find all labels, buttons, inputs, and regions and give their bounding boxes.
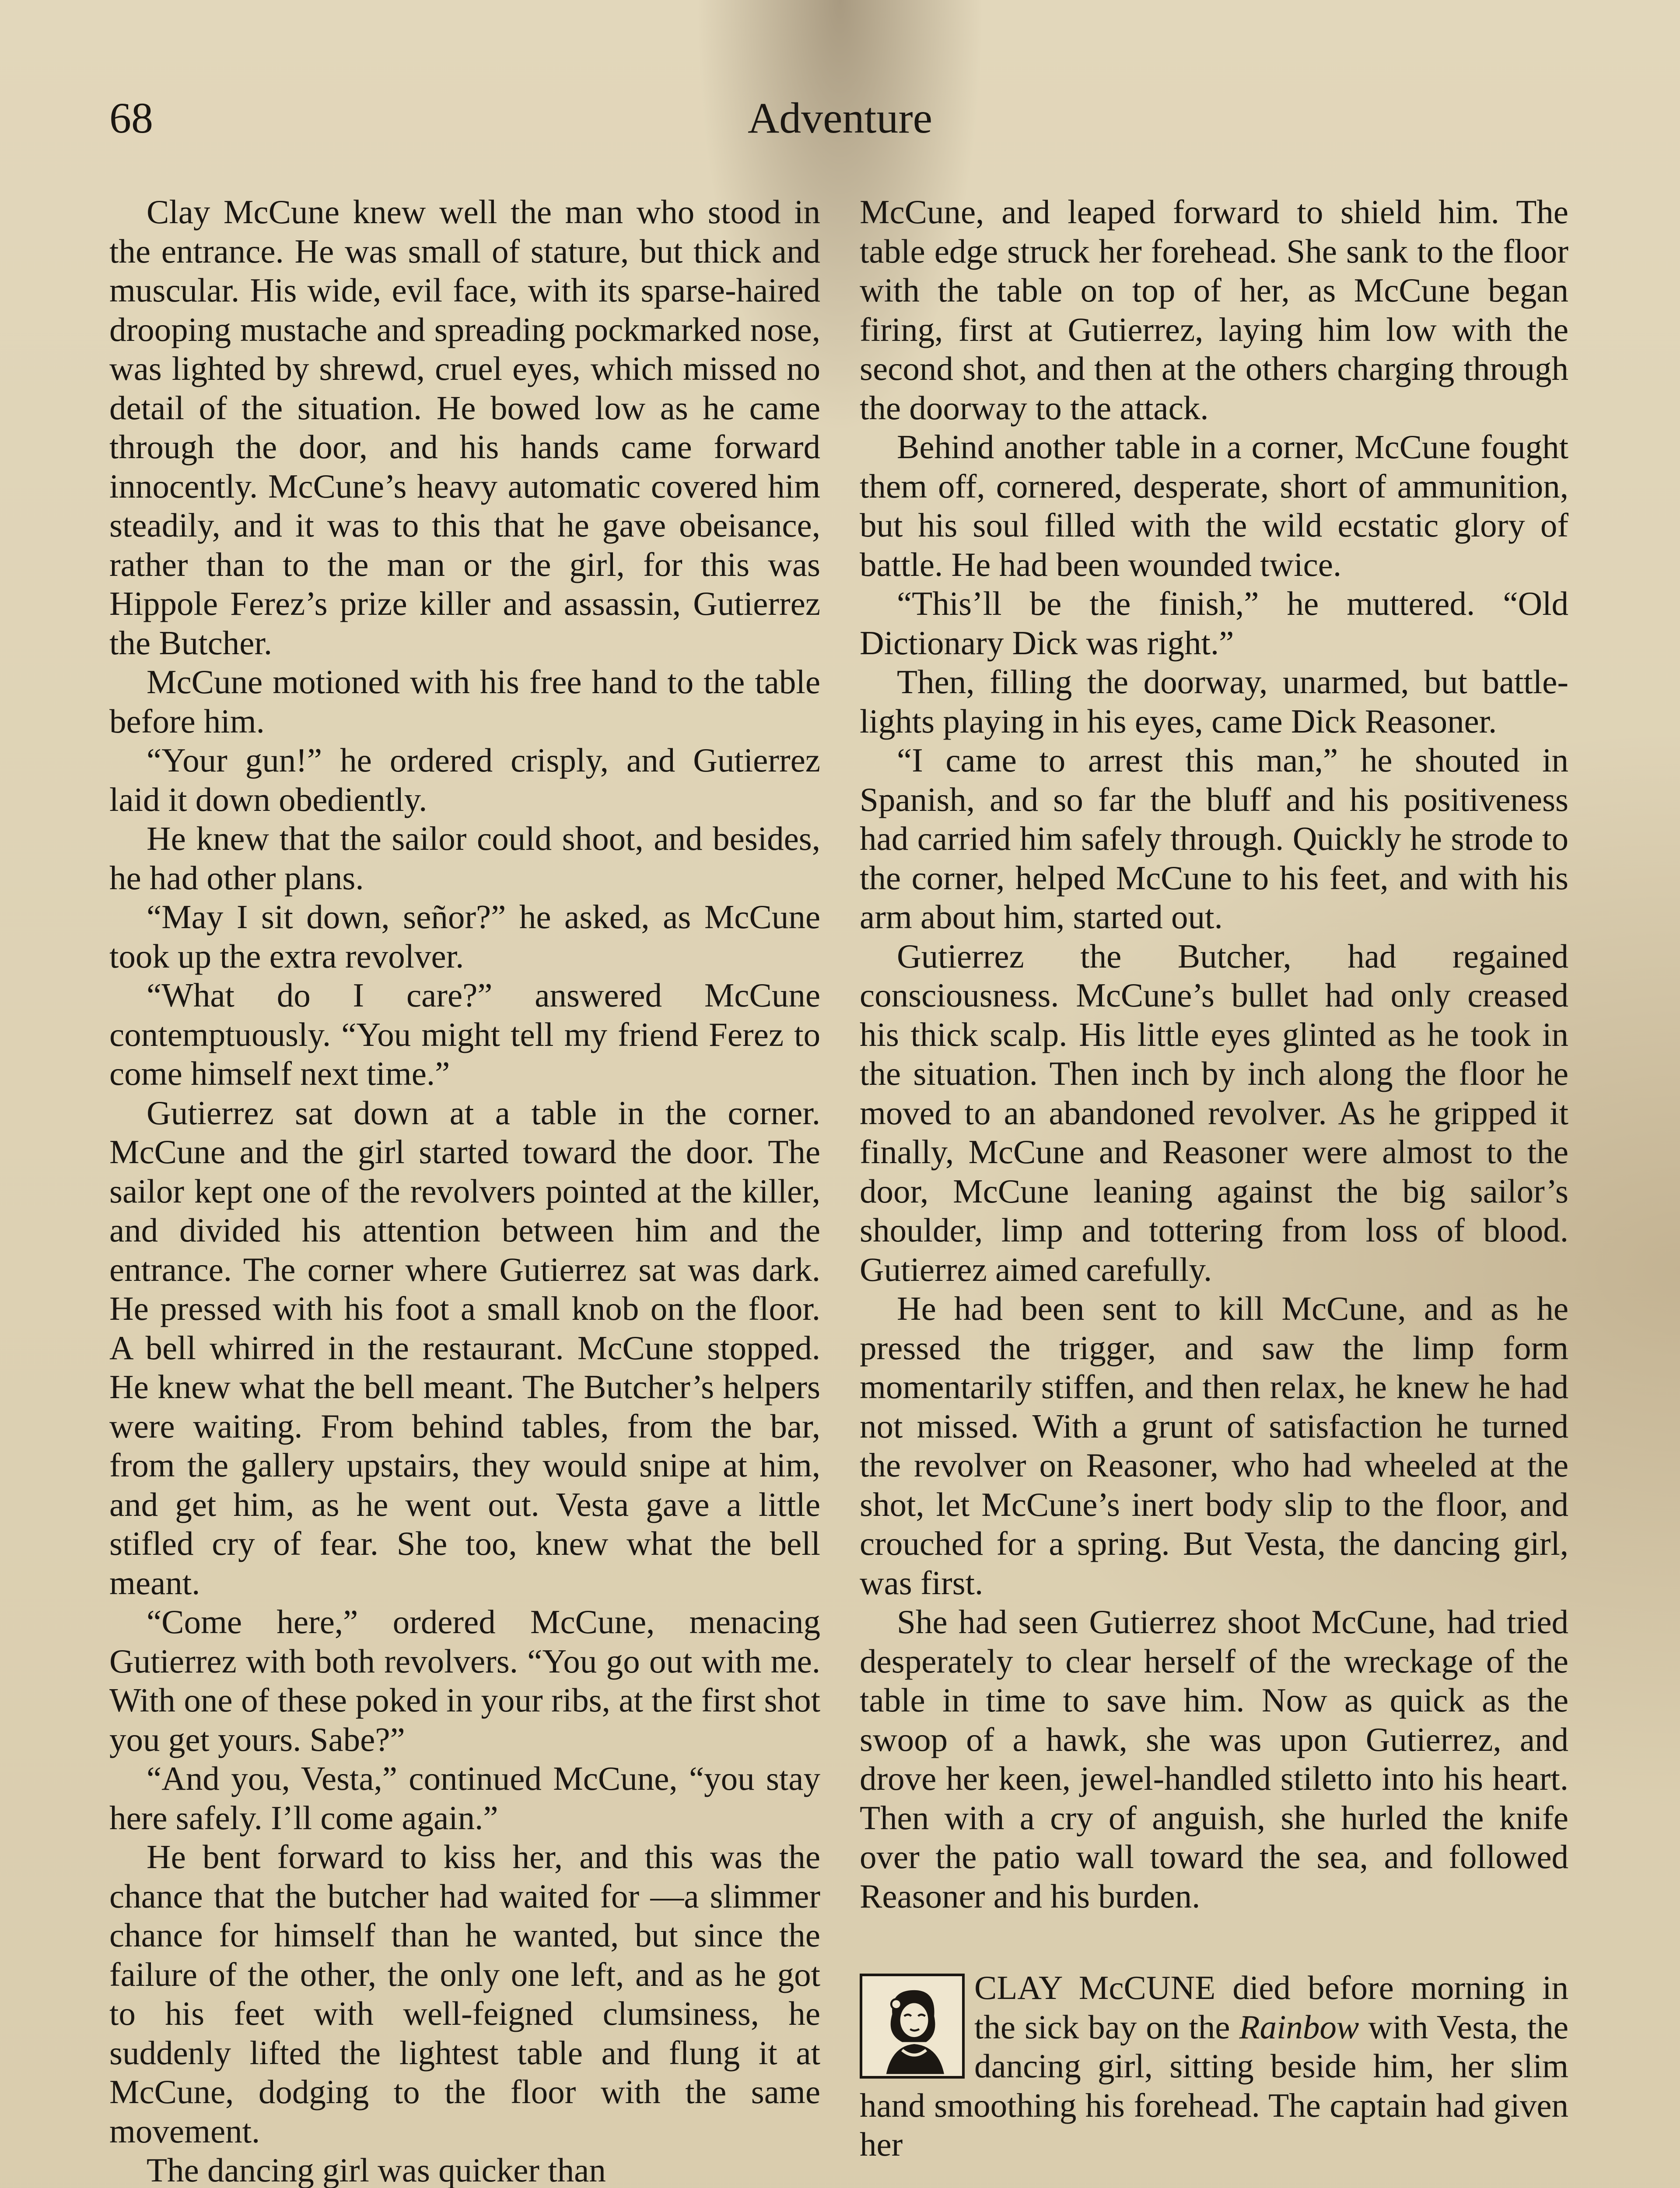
paragraph: “And you, Vesta,” continued McCune, “you stay here safely. I’ll come again.” [109,1760,820,1837]
paragraph: She had seen Gutierrez shoot McCune, had tried desperately to clear herself of the wreckage of the table in time to save him. Now as quick as the swoop of a hawk, she was upon Gutierrez, and drove her keen, jewel-handled stiletto into his heart. Then with a cry of anguish, she hurled the knife over the patio wall toward the sea, and followed Reasoner and his burden. [860,1603,1568,1915]
final-paragraph-rest: with Vesta, the dancing girl, sitting beside him, her slim hand smoothing his forehead. The captain had given her [860,2008,1568,2163]
paragraph: “What do I care?” answered McCune contemptuously. “You might tell my friend Ferez to come himself next time.” [109,976,820,1092]
paragraph: McCune, and leaped forward to shield him. The table edge struck her forehead. She sank to the floor with the table on top of her, as McCune began firing, first at Gutierrez, laying him low with the second shot, and then at the others charging through the doorway to the attack. [860,193,1568,427]
paragraph: “I came to arrest this man,” he shouted in Spanish, and so far the bluff and his positiveness had carried him safely through. Quickly he strode to the corner, helped McCune to his feet, and with his arm about him, started out. [860,741,1568,936]
paragraph: Gutierrez the Butcher, had regained consciousness. McCune’s bullet had only creased his thick scalp. His little eyes glinted as he took in the situation. Then inch by inch along the floor he moved to an abandoned revolver. As he gripped it finally, McCune and Reasoner were almost to the door, McCune leaning against the big sailor’s shoulder, limp and tottering from loss of blood. Gutierrez aimed carefully. [860,937,1568,1288]
paragraph: McCune motioned with his free hand to the table before him. [109,663,820,740]
running-title: Adventure [747,94,933,142]
paragraph: Behind another table in a corner, McCune fought them off, cornered, desperate, short of ammunition, but his soul filled with the wild ecstatic glory of battle. He had been wounded twice. [860,428,1568,583]
paragraph: “Come here,” ordered McCune, menacing Gutierrez with both revolvers. “You go out with me. With one of these poked in your ribs, at the first shot you get yours. Sabe?” [109,1603,820,1758]
page-header [109,88,1571,149]
paragraph: “May I sit down, señor?” he asked, as McCune took up the extra revolver. [109,898,820,975]
paragraph: “This’ll be the finish,” he muttered. “Old Dictionary Dick was right.” [860,585,1568,662]
left-column [109,193,820,2188]
paragraph: Then, filling the doorway, unarmed, but battle-lights playing in his eyes, came Dick Reasoner. [860,663,1568,740]
portrait-vignette-icon [860,1974,965,2079]
paragraph: Clay McCune knew well the man who stood in the entrance. He was small of stature, but thick and muscular. His wide, evil face, with its sparse-haired drooping mustache and spreading pockmarked nose, was lighted by shrewd, cruel eyes, which missed no detail of the situation. He bowed low as he came through the door, and his hands came forward innocently. McCune’s heavy automatic covered him steadily, and it was to this that he gave obeisance, rather than to the man or the girl, for this was Hippole Ferez’s prize killer and assassin, Gutierrez the Butcher. [109,193,820,662]
ship-name: Rainbow [1239,2008,1359,2046]
final-paragraph [860,1968,1568,2164]
paragraph: He had been sent to kill McCune, and as he pressed the trigger, and saw the limp form momentarily stiffen, and then relax, he knew he had not missed. With a grunt of satisfaction he turned the revolver on Reasoner, who had wheeled at the shot, let McCune’s inert body slip to the floor, and crouched for a spring. But Vesta, the dancing girl, was first. [860,1290,1568,1602]
paragraph: “Your gun!” he ordered crisply, and Gutierrez laid it down obediently. [109,741,820,818]
section-break [860,1916,1568,1968]
paragraph: He bent forward to kiss her, and this was the chance that the butcher had waited for —a slimmer chance for himself than he wanted, but since the failure of the other, the only one left, and as he got to his feet with well-feigned clumsiness, he suddenly lifted the lightest table and flung it at McCune, dodging to the floor with the same movement. [109,1838,820,2150]
page-number: 68 [109,94,153,142]
paragraph: The dancing girl was quicker than [147,2151,606,2188]
final-paragraph-lead: CLAY McCUNE died before morning in the sick bay on the [974,1969,1568,2046]
right-column [860,193,1568,2164]
paragraph: Gutierrez sat down at a table in the corner. McCune and the girl started toward the door. The sailor kept one of the revolvers pointed at the killer, and divided his attention between him and the entrance. The corner where Gutierrez sat was dark. He pressed with his foot a small knob on the floor. A bell whirred in the restaurant. McCune stopped. He knew what the bell meant. The Butcher’s helpers were waiting. From behind tables, from the bar, from the gallery upstairs, they would snipe at him, and get him, as he went out. Vesta gave a little stifled cry of fear. She too, knew what the bell meant. [109,1094,820,1602]
paragraph: He knew that the sailor could shoot, and besides, he had other plans. [109,820,820,897]
